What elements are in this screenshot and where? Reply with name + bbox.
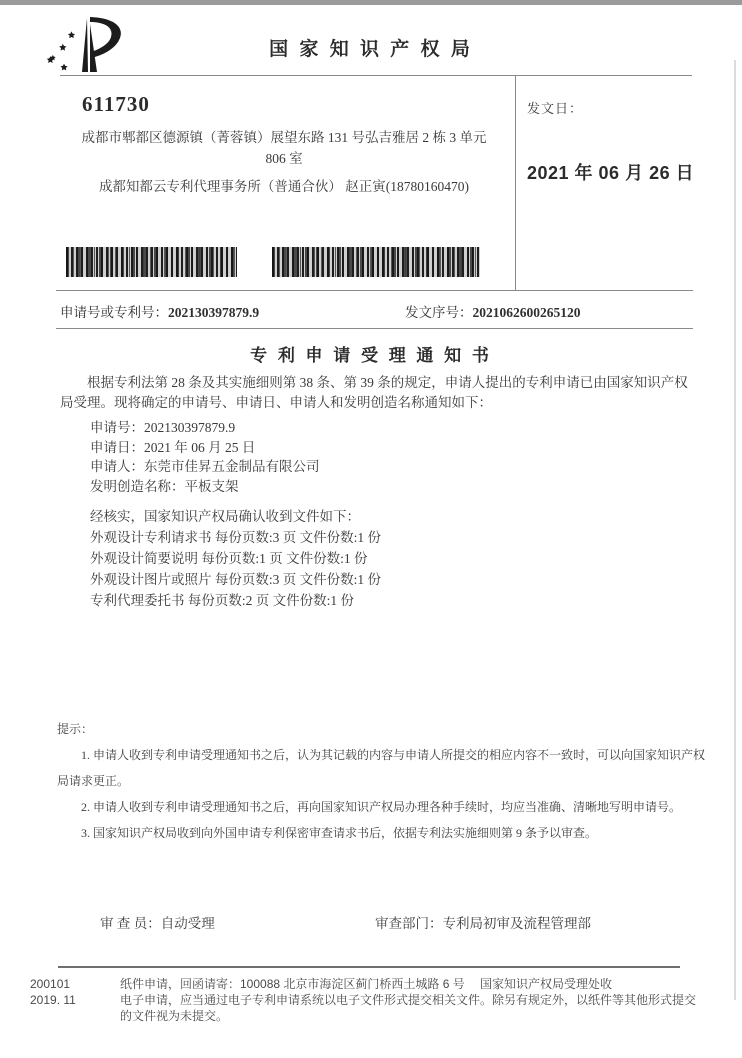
detail-value: 2021 年 06 月 25 日 <box>144 439 256 455</box>
detail-value: 202130397879.9 <box>144 420 236 435</box>
detail-label: 申请人： <box>90 459 144 474</box>
document-row: 专利代理委托书 每份页数:2 页 文件份数:1 份 <box>90 593 355 608</box>
issue-date-value: 2021 年 06 月 26 日 <box>527 163 695 183</box>
footer-code: 2019. 11 <box>30 993 76 1007</box>
divider-below-reference <box>56 328 693 329</box>
detail-row <box>90 438 650 458</box>
detail-row <box>90 457 650 477</box>
address-line-2: 806 室 <box>265 151 303 166</box>
received-documents <box>90 506 670 611</box>
detail-label: 申请日： <box>90 439 144 455</box>
issue-date-block <box>527 98 717 185</box>
tip-item: 3. 国家知识产权局收到向外国申请专利保密审查请求书后，依据专利法实施细则第 9 条予以审查。 <box>81 826 598 840</box>
recipient-address <box>60 127 508 169</box>
recipient-block <box>60 92 508 195</box>
footer-code: 200101 <box>30 977 71 991</box>
detail-label: 申请号： <box>90 420 144 435</box>
scan-edge-right <box>734 60 736 1000</box>
detail-row <box>90 477 650 497</box>
detail-value: 东莞市佳昇五金制品有限公司 <box>144 459 320 474</box>
department-label: 审查部门： <box>375 916 443 931</box>
issue-date-label: 发文日： <box>527 101 584 116</box>
serial-number-value: 2021062600265120 <box>472 305 581 320</box>
vertical-divider <box>515 75 516 291</box>
header-divider <box>60 75 692 76</box>
document-row: 外观设计专利请求书 每份页数:3 页 文件份数:1 份 <box>90 530 382 545</box>
agency-title: 国 家 知 识 产 权 局 <box>269 39 473 60</box>
notice-intro-paragraph: 根据专利法第 28 条及其实施细则第 38 条、第 39 条的规定，申请人提出的专利申请已由国家知识产权局受理。现将确定的申请号、申请日、申请人和发明创造名称通知如下： <box>60 375 688 410</box>
footer-row <box>22 992 702 1024</box>
scan-edge-top <box>0 0 742 5</box>
footer-text: 纸件申请，回函请寄：100088 北京市海淀区蓟门桥西土城路 6 号 国家知识产权局受理处收 <box>120 977 613 991</box>
address-line-1: 成都市郫都区德源镇（菁蓉镇）展望东路 131 号弘吉雅居 2 栋 3 单元 <box>81 130 487 145</box>
footer-row <box>22 976 702 992</box>
divider-above-reference <box>56 290 693 291</box>
tip-item: 2. 申请人收到专利申请受理通知书之后，再向国家知识产权局办理各种手续时，均应当准确、清晰地写明申请号。 <box>81 800 682 814</box>
examiner-value: 自动受理 <box>160 916 215 931</box>
barcode-left <box>66 247 237 277</box>
document-row: 外观设计图片或照片 每份页数:3 页 文件份数:1 份 <box>90 572 382 587</box>
application-number-label: 申请号或专利号： <box>60 305 168 320</box>
tips-label: 提示： <box>57 722 94 736</box>
tips-section <box>57 716 715 846</box>
agency-contact-line: 成都知都云专利代理事务所（普通合伙） 赵正寅(18780160470) <box>98 179 470 194</box>
examiner <box>100 912 215 932</box>
notice-title: 专 利 申 请 受 理 通 知 书 <box>250 346 492 365</box>
detail-value: 平板支架 <box>184 478 239 494</box>
department-value: 专利局初审及流程管理部 <box>442 916 591 931</box>
document-row: 外观设计简要说明 每份页数:1 页 文件份数:1 份 <box>90 551 368 566</box>
detail-label: 发明创造名称： <box>90 478 185 494</box>
tip-item: 1. 申请人收到专利申请受理通知书之后，认为其记载的内容与申请人所提交的相应内容不一致时，可以向国家知识产权局请求更正。 <box>57 748 706 788</box>
footer-divider <box>58 966 680 968</box>
application-details <box>90 418 650 496</box>
footer-text: 电子申请，应当通过电子专利申请系统以电子文件形式提交相关文件。除另有规定外，以纸件等其他形式提交的文件视为未提交。 <box>120 993 697 1023</box>
detail-row <box>90 418 650 438</box>
received-intro: 经核实，国家知识产权局确认收到文件如下： <box>90 509 360 524</box>
barcode-right <box>272 247 480 277</box>
serial-number <box>405 301 581 321</box>
postal-code: 611730 <box>82 92 150 116</box>
footer-notes <box>22 976 702 1024</box>
application-number <box>60 301 259 321</box>
review-department <box>375 912 591 932</box>
examiner-label: 审 查 员： <box>100 916 161 931</box>
application-number-value: 202130397879.9 <box>168 305 260 320</box>
serial-number-label: 发文序号： <box>405 305 473 320</box>
